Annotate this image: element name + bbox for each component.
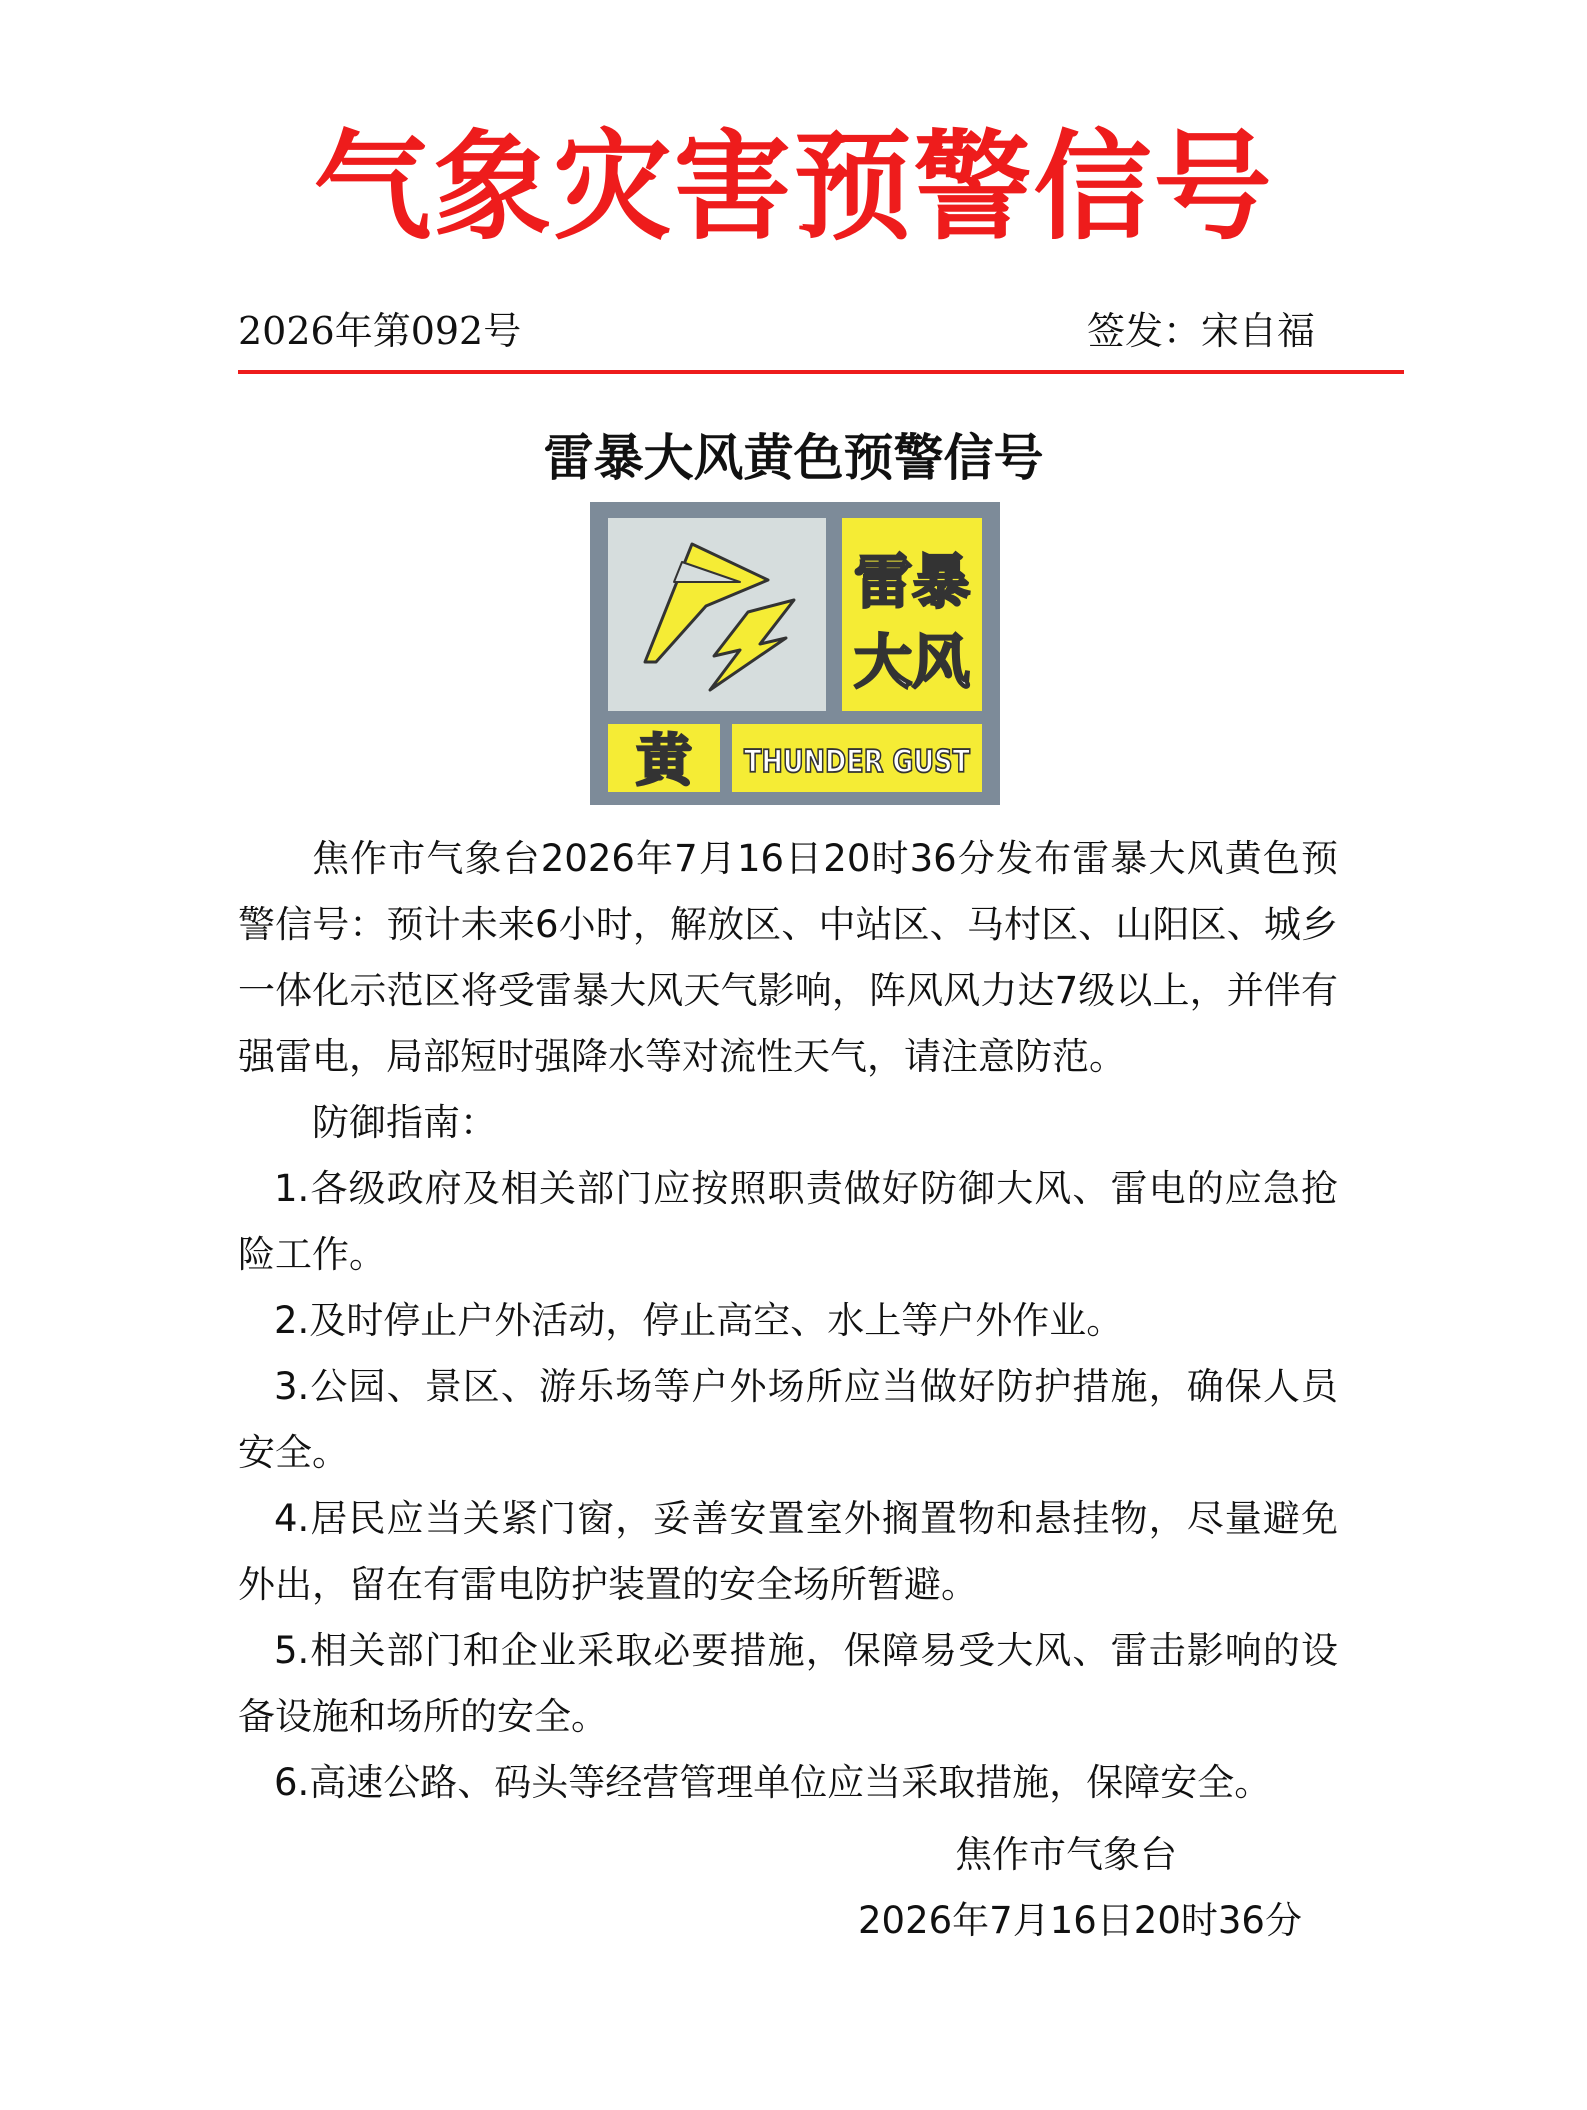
icon-english-label: THUNDER GUST bbox=[744, 744, 970, 780]
document-body bbox=[238, 826, 1338, 1816]
signer: 签发：宋自福 bbox=[1087, 309, 1316, 353]
guide-item: 2.及时停止户外活动，停止高空、水上等户外作业。 bbox=[274, 1299, 1124, 1342]
guide-item: 1.各级政府及相关部门应按照职责做好防御大风、雷电的应急抢险工作。 bbox=[238, 1167, 1338, 1276]
guide-item: 3.公园、景区、游乐场等户外场所应当做好防护措施，确保人员安全。 bbox=[238, 1365, 1338, 1474]
masthead-title: 气象灾害预警信号 bbox=[313, 118, 1274, 256]
document-number: 2026年第092号 bbox=[238, 309, 522, 353]
thunder-gust-yellow-warning-icon bbox=[590, 502, 1000, 805]
intro-paragraph: 焦作市气象台2026年7月16日20时36分发布雷暴大风黄色预警信号：预计未来6小时，解放区、中站区、马村区、山阳区、城乡一体化示范区将受雷暴大风天气影响，阵风风力达7级以上，并伴有强雷电，局部短时强降水等对流性天气，请注意防范。 bbox=[238, 837, 1338, 1078]
issuing-organization: 焦作市气象台 bbox=[955, 1833, 1177, 1876]
icon-chars-bottom: 大风 bbox=[853, 628, 971, 696]
issue-datetime: 2026年7月16日20时36分 bbox=[858, 1899, 1302, 1942]
icon-level-char: 黄 bbox=[636, 729, 692, 794]
guide-item: 5.相关部门和企业采取必要措施，保障易受大风、雷击影响的设备设施和场所的安全。 bbox=[238, 1629, 1338, 1738]
icon-chars-top: 雷暴 bbox=[853, 548, 971, 616]
guide-heading: 防御指南： bbox=[312, 1101, 497, 1144]
warning-title: 雷暴大风黄色预警信号 bbox=[543, 428, 1044, 487]
guide-item: 4.居民应当关紧门窗，妥善安置室外搁置物和悬挂物，尽量避免外出，留在有雷电防护装置的安全场所暂避。 bbox=[238, 1497, 1338, 1606]
guide-item: 6.高速公路、码头等经营管理单位应当采取措施，保障安全。 bbox=[274, 1761, 1272, 1804]
header-divider bbox=[238, 370, 1404, 374]
